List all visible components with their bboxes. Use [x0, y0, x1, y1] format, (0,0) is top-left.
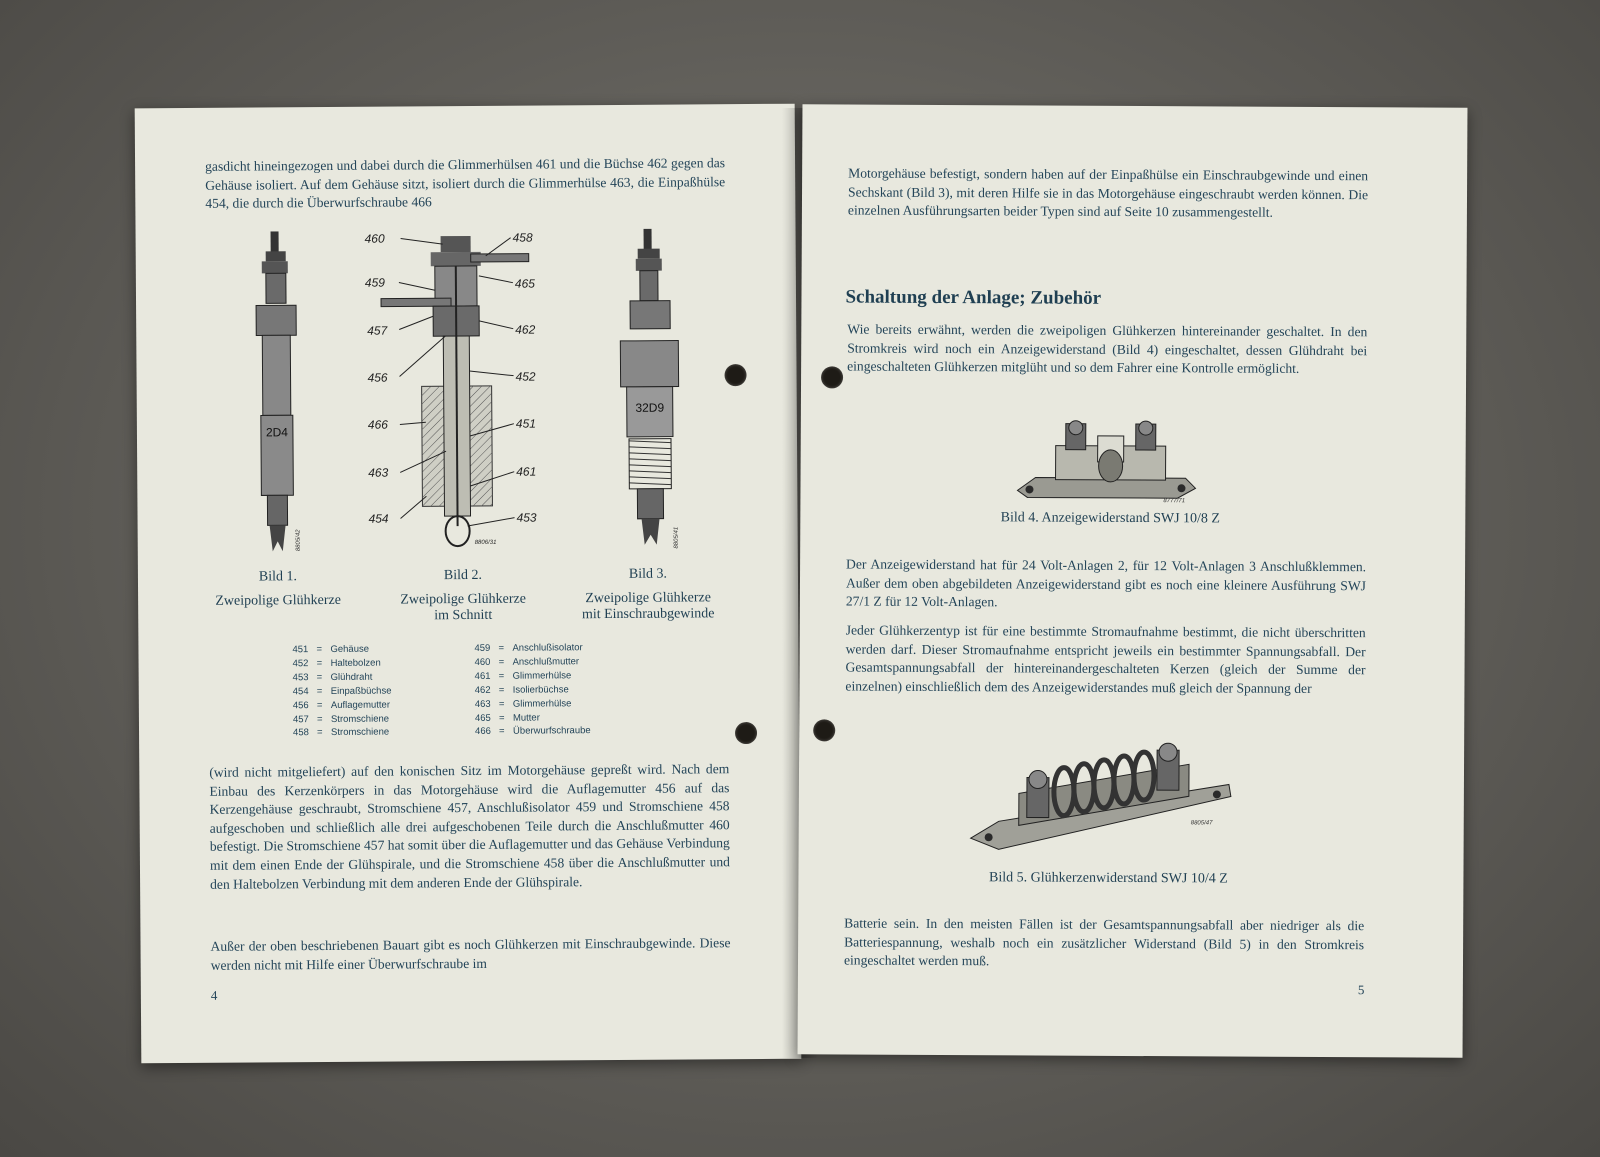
figure-5-caption: Bild 5. Glühkerzenwiderstand SWJ 10/4 Z — [989, 870, 1228, 887]
svg-text:8806/31: 8806/31 — [474, 539, 497, 546]
right-paragraph-1: Wie bereits erwähnt, werden die zweipoligen Glühkerzen hintereinander geschaltet. In den Stromkreis wird noch ein Anzeigewiderstand (Bild 4) eingeschaltet, dessen Glühdraht bei eingeschalteten Glühkerzen mitglüht und so dem Fahrer eine Kontrolle ermöglicht. — [847, 321, 1368, 377]
svg-text:8805/41: 8805/41 — [673, 526, 680, 549]
svg-text:451: 451 — [515, 416, 536, 431]
parts-legend-right: 459 = Anschlußisolator 460 = Anschlußmutter 461 = Glimmerhülse 462 = Isolierbüchse 463 = Glimmerhülse 465 = Mutter 466 = Überwurfschraube — [474, 642, 591, 738]
figure-3-caption: Bild 3. Zweipolige Glühkerze mit Einschraubgewinde — [581, 566, 715, 623]
figure-1-caption: Bild 1. Zweipolige Glühkerze — [215, 569, 341, 609]
svg-text:462: 462 — [515, 322, 536, 337]
parts-legend-left: 451 = Gehäuse 452 = Haltebolzen 453 = Glühdraht 454 = Einpaßbüchse 456 = Auflagemutter 457 = Stromschiene 458 = Stromschiene — [292, 643, 392, 739]
svg-text:457: 457 — [367, 323, 388, 338]
section-heading: Schaltung der Anlage; Zubehör — [845, 286, 1102, 309]
right-page-number: 5 — [1357, 982, 1365, 998]
left-paragraph-end: Außer der oben beschriebenen Bauart gibt es noch Glühkerzen mit Einschraubgewinde. Diese werden nicht mit Hilfe einer Überwurfschraube im — [210, 935, 731, 973]
svg-text:466: 466 — [367, 417, 388, 432]
svg-text:460: 460 — [364, 231, 385, 246]
svg-text:452: 452 — [515, 369, 536, 384]
svg-text:456: 456 — [367, 370, 388, 385]
svg-text:32D9: 32D9 — [635, 400, 665, 415]
right-paragraph-2: Der Anzeigewiderstand hat für 24 Volt-Anlagen 2, für 12 Volt-Anlagen 3 Anschlußklemmen. Außer dem oben abgebildeten Anzeigewiderstand gibt es noch eine kleinere Ausführung SWJ 27/1 Z für 12 Volt-Anlagen. — [845, 556, 1367, 610]
svg-text:8805/47: 8805/47 — [1190, 820, 1213, 827]
svg-text:8777/71: 8777/71 — [1163, 498, 1186, 505]
left-paragraph-middle: (wird nicht mitgeliefert) auf den konischen Sitz im Motorgehäuse gepreßt wird. Nach dem Einbau des Kerzenkörpers in das Motorgehäuse wird die Auflagemutter 456 auf das Kerzengehäuse geschraubt, Stromschiene 457, Anschlußisolator 459 und Stromschiene 458 aufgeschoben und schließlich alle drei aufgeschobenen Teile durch die Anschlußmutter 460 befestigt. Die Stromschiene 457 hat somit über die Auflagemutter und das Gehäuse Verbindung mit dem einen Ende der Glühspirale, und die Stromschiene 458 über die Anschlußmutter und den Haltebolzen Verbindung mit dem anderen Ende der Glühspirale. — [209, 761, 731, 892]
binder-hole — [821, 366, 843, 388]
right-paragraph-4: Batterie sein. In den meisten Fällen ist der Gesamtspannungsabfall aber niedriger als die Batteriespannung, weshalb noch ein zusätzlicher Widerstand (Bild 5) in den Stromkreis eingeschaltet werden muß. — [843, 915, 1365, 969]
left-paragraph-top: gasdicht hineingezogen und dabei durch die Glimmerhülsen 461 und die Büchse 462 gegen das Gehäuse isoliert. Auf dem Gehäuse sitzt, isoliert durch die Glimmerhülse 463, die Einpaßhülse 454, die durch die Überwurfschraube 466 — [205, 155, 726, 212]
glow-plug-resistor-figure-5 — [969, 733, 1240, 854]
glow-plug-section-figure-2 — [361, 225, 553, 566]
svg-text:463: 463 — [368, 465, 389, 480]
svg-text:2D4: 2D4 — [265, 425, 288, 440]
binder-hole — [724, 364, 746, 386]
figure-4-caption: Bild 4. Anzeigewiderstand SWJ 10/8 Z — [1000, 510, 1221, 527]
svg-text:459: 459 — [364, 275, 385, 290]
indicator-resistor-figure-4 — [1015, 415, 1205, 506]
glow-plug-figure-3 — [606, 228, 698, 559]
binder-hole — [735, 722, 757, 744]
right-page — [798, 104, 1468, 1057]
left-page — [135, 104, 802, 1064]
svg-text:8805/42: 8805/42 — [295, 529, 302, 552]
right-paragraph-top: Motorgehäuse befestigt, sondern haben auf der Einpaßhülse ein Einschraubgewinde und einen Sechskant (Bild 3), mit deren Hilfe sie in das Motorgehäuse eingeschraubt werden können. Die einzelnen Ausführungsarten beider Typen sind auf Seite 10 zusammengestellt. — [847, 165, 1369, 220]
svg-text:453: 453 — [516, 510, 537, 525]
glow-plug-figure-1 — [236, 231, 318, 562]
svg-text:454: 454 — [368, 511, 389, 526]
svg-text:458: 458 — [512, 230, 533, 245]
svg-text:461: 461 — [516, 464, 537, 479]
figure-2-caption: Bild 2. Zweipolige Glühkerze im Schnitt — [400, 567, 526, 624]
left-page-number: 4 — [210, 987, 218, 1003]
right-paragraph-3: Jeder Glühkerzentyp ist für eine bestimmte Stromaufnahme bestimmt, die nicht überschritten werden darf. Dieser Stromaufnahme entspricht jeweils ein bestimmter Spannungsabfall. Der Gesamtspannungsabfall der hintereinandergeschalteten Kerzen (gleich der Summe der einzelnen) einschließlich dem des Anzeigewiderstandes muß gleich der Spannung der — [845, 622, 1366, 696]
binder-hole — [813, 719, 835, 741]
svg-text:465: 465 — [514, 276, 535, 291]
